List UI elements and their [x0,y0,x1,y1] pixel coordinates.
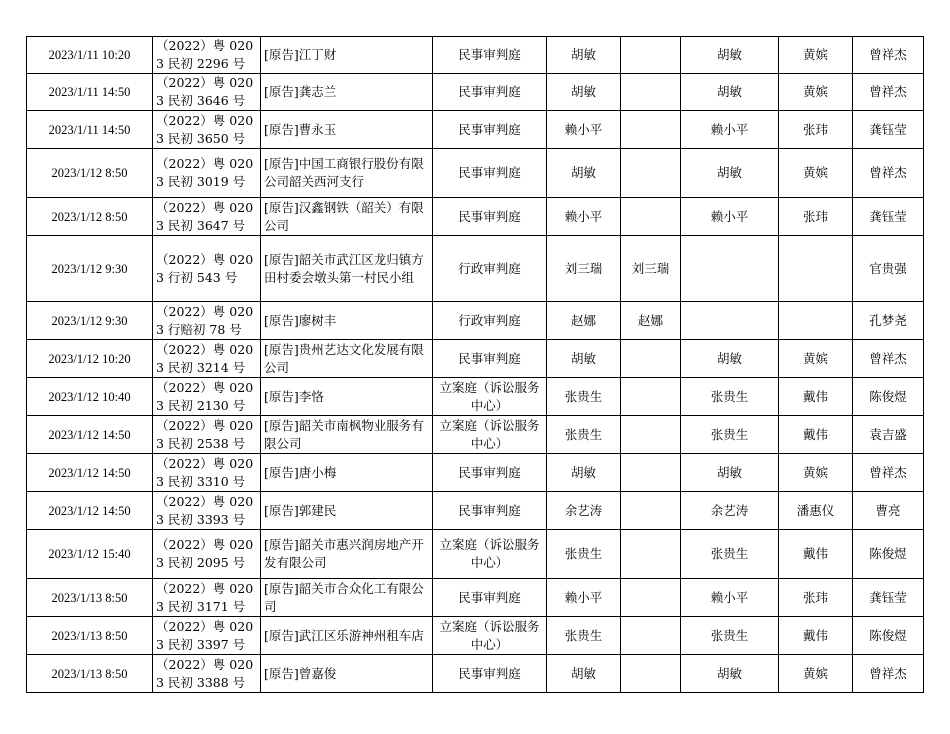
judge-cell: 赵娜 [547,302,621,340]
party-cell: [原告]贵州艺达文化发展有限公司 [261,340,433,378]
hearing-time-cell: 2023/1/12 10:40 [27,378,153,416]
hearing-time-cell: 2023/1/13 8:50 [27,579,153,617]
judge-cell: 胡敏 [547,149,621,198]
clerk-cell: 官贵强 [853,236,924,302]
case-number-cell: （2022）粤 0203 民初 2296 号 [153,37,261,74]
table-row [27,617,924,655]
clerk-cell: 曾祥杰 [853,149,924,198]
tribunal-cell: 民事审判庭 [433,492,547,530]
table-row [27,198,924,236]
tribunal-cell: 立案庭（诉讼服务中心） [433,617,547,655]
clerk-cell: 龚钰莹 [853,579,924,617]
hearing-time-cell: 2023/1/11 14:50 [27,74,153,111]
judge-cell: 张贵生 [547,617,621,655]
judge-cell: 张贵生 [547,378,621,416]
presiding-judge-cell: 张贵生 [681,530,779,579]
hearing-time-cell: 2023/1/12 9:30 [27,302,153,340]
assistant-judge-cell [621,37,681,74]
presiding-judge-cell: 胡敏 [681,340,779,378]
judge-cell: 余艺涛 [547,492,621,530]
table-row [27,579,924,617]
judge-cell: 张贵生 [547,530,621,579]
clerk-cell: 袁吉盛 [853,416,924,454]
assistant-cell: 戴伟 [779,416,853,454]
judge-cell: 胡敏 [547,655,621,693]
presiding-judge-cell: 胡敏 [681,454,779,492]
hearing-time-cell: 2023/1/12 10:20 [27,340,153,378]
assistant-cell: 张玮 [779,111,853,149]
clerk-cell: 孔梦尧 [853,302,924,340]
judge-cell: 赖小平 [547,111,621,149]
clerk-cell: 曾祥杰 [853,655,924,693]
judge-cell: 张贵生 [547,416,621,454]
party-cell: [原告]江丁财 [261,37,433,74]
hearing-schedule-table [26,36,924,693]
table-row [27,378,924,416]
presiding-judge-cell: 胡敏 [681,74,779,111]
party-cell: [原告]龚志兰 [261,74,433,111]
hearing-time-cell: 2023/1/12 9:30 [27,236,153,302]
assistant-judge-cell [621,198,681,236]
table-row [27,74,924,111]
clerk-cell: 曾祥杰 [853,74,924,111]
assistant-judge-cell [621,492,681,530]
judge-cell: 胡敏 [547,37,621,74]
case-number-cell: （2022）粤 0203 民初 2095 号 [153,530,261,579]
party-cell: [原告]韶关市南枫物业服务有限公司 [261,416,433,454]
judge-cell: 胡敏 [547,340,621,378]
assistant-cell [779,236,853,302]
table-row [27,236,924,302]
presiding-judge-cell: 张贵生 [681,378,779,416]
presiding-judge-cell: 胡敏 [681,37,779,74]
assistant-cell: 戴伟 [779,530,853,579]
tribunal-cell: 民事审判庭 [433,149,547,198]
tribunal-cell: 民事审判庭 [433,111,547,149]
hearing-time-cell: 2023/1/12 8:50 [27,198,153,236]
table-row [27,655,924,693]
assistant-judge-cell: 刘三瑞 [621,236,681,302]
party-cell: [原告]韶关市合众化工有限公司 [261,579,433,617]
clerk-cell: 曾祥杰 [853,340,924,378]
hearing-time-cell: 2023/1/11 14:50 [27,111,153,149]
tribunal-cell: 行政审判庭 [433,236,547,302]
assistant-cell: 张玮 [779,579,853,617]
tribunal-cell: 民事审判庭 [433,579,547,617]
clerk-cell: 龚钰莹 [853,111,924,149]
assistant-cell: 戴伟 [779,617,853,655]
table-row [27,302,924,340]
assistant-judge-cell [621,655,681,693]
judge-cell: 赖小平 [547,579,621,617]
assistant-cell [779,302,853,340]
case-number-cell: （2022）粤 0203 民初 2130 号 [153,378,261,416]
tribunal-cell: 民事审判庭 [433,198,547,236]
assistant-judge-cell [621,454,681,492]
assistant-cell: 潘惠仪 [779,492,853,530]
presiding-judge-cell: 胡敏 [681,149,779,198]
presiding-judge-cell: 张贵生 [681,617,779,655]
case-number-cell: （2022）粤 0203 民初 3393 号 [153,492,261,530]
assistant-cell: 黄嫔 [779,149,853,198]
table-row [27,454,924,492]
assistant-judge-cell [621,416,681,454]
case-number-cell: （2022）粤 0203 民初 3388 号 [153,655,261,693]
assistant-cell: 戴伟 [779,378,853,416]
tribunal-cell: 民事审判庭 [433,454,547,492]
assistant-judge-cell [621,111,681,149]
tribunal-cell: 立案庭（诉讼服务中心） [433,416,547,454]
assistant-cell: 张玮 [779,198,853,236]
party-cell: [原告]韶关市武江区龙归镇方田村委会墩头第一村民小组 [261,236,433,302]
hearing-time-cell: 2023/1/12 15:40 [27,530,153,579]
assistant-judge-cell [621,579,681,617]
presiding-judge-cell: 赖小平 [681,111,779,149]
clerk-cell: 曾祥杰 [853,37,924,74]
judge-cell: 刘三瑞 [547,236,621,302]
hearing-time-cell: 2023/1/12 8:50 [27,149,153,198]
presiding-judge-cell: 胡敏 [681,655,779,693]
case-number-cell: （2022）粤 0203 民初 3019 号 [153,149,261,198]
hearing-time-cell: 2023/1/13 8:50 [27,655,153,693]
hearing-time-cell: 2023/1/12 14:50 [27,492,153,530]
assistant-judge-cell: 赵娜 [621,302,681,340]
assistant-cell: 黄嫔 [779,655,853,693]
presiding-judge-cell: 余艺涛 [681,492,779,530]
party-cell: [原告]曹永玉 [261,111,433,149]
table-row [27,340,924,378]
clerk-cell: 陈俊煜 [853,617,924,655]
tribunal-cell: 立案庭（诉讼服务中心） [433,378,547,416]
tribunal-cell: 立案庭（诉讼服务中心） [433,530,547,579]
clerk-cell: 陈俊煜 [853,530,924,579]
case-number-cell: （2022）粤 0203 民初 3646 号 [153,74,261,111]
assistant-judge-cell [621,378,681,416]
clerk-cell: 陈俊煜 [853,378,924,416]
party-cell: [原告]唐小梅 [261,454,433,492]
hearing-time-cell: 2023/1/13 8:50 [27,617,153,655]
assistant-cell: 黄嫔 [779,74,853,111]
table-row [27,530,924,579]
assistant-judge-cell [621,340,681,378]
hearing-time-cell: 2023/1/12 14:50 [27,454,153,492]
clerk-cell: 曹亮 [853,492,924,530]
party-cell: [原告]武江区乐游神州租车店 [261,617,433,655]
party-cell: [原告]韶关市惠兴润房地产开发有限公司 [261,530,433,579]
case-number-cell: （2022）粤 0203 民初 3647 号 [153,198,261,236]
table-row [27,149,924,198]
hearing-time-cell: 2023/1/12 14:50 [27,416,153,454]
assistant-judge-cell [621,530,681,579]
party-cell: [原告]中国工商银行股份有限公司韶关西河支行 [261,149,433,198]
party-cell: [原告]郭建民 [261,492,433,530]
party-cell: [原告]曾嘉俊 [261,655,433,693]
assistant-judge-cell [621,149,681,198]
clerk-cell: 曾祥杰 [853,454,924,492]
assistant-cell: 黄嫔 [779,37,853,74]
tribunal-cell: 民事审判庭 [433,37,547,74]
party-cell: [原告]李恪 [261,378,433,416]
party-cell: [原告]廖树丰 [261,302,433,340]
table-row [27,492,924,530]
case-number-cell: （2022）粤 0203 行初 543 号 [153,236,261,302]
hearing-time-cell: 2023/1/11 10:20 [27,37,153,74]
tribunal-cell: 民事审判庭 [433,74,547,111]
judge-cell: 赖小平 [547,198,621,236]
judge-cell: 胡敏 [547,454,621,492]
assistant-cell: 黄嫔 [779,454,853,492]
case-number-cell: （2022）粤 0203 民初 3310 号 [153,454,261,492]
assistant-cell: 黄嫔 [779,340,853,378]
presiding-judge-cell: 赖小平 [681,198,779,236]
case-number-cell: （2022）粤 0203 民初 3650 号 [153,111,261,149]
tribunal-cell: 民事审判庭 [433,655,547,693]
table-row [27,416,924,454]
assistant-judge-cell [621,74,681,111]
presiding-judge-cell [681,236,779,302]
table-row [27,37,924,74]
party-cell: [原告]汉鑫钢铁（韶关）有限公司 [261,198,433,236]
case-number-cell: （2022）粤 0203 民初 3214 号 [153,340,261,378]
case-number-cell: （2022）粤 0203 民初 3171 号 [153,579,261,617]
case-number-cell: （2022）粤 0203 民初 3397 号 [153,617,261,655]
assistant-judge-cell [621,617,681,655]
presiding-judge-cell: 赖小平 [681,579,779,617]
table-row [27,111,924,149]
case-number-cell: （2022）粤 0203 行赔初 78 号 [153,302,261,340]
case-number-cell: （2022）粤 0203 民初 2538 号 [153,416,261,454]
presiding-judge-cell [681,302,779,340]
tribunal-cell: 民事审判庭 [433,340,547,378]
presiding-judge-cell: 张贵生 [681,416,779,454]
judge-cell: 胡敏 [547,74,621,111]
clerk-cell: 龚钰莹 [853,198,924,236]
tribunal-cell: 行政审判庭 [433,302,547,340]
